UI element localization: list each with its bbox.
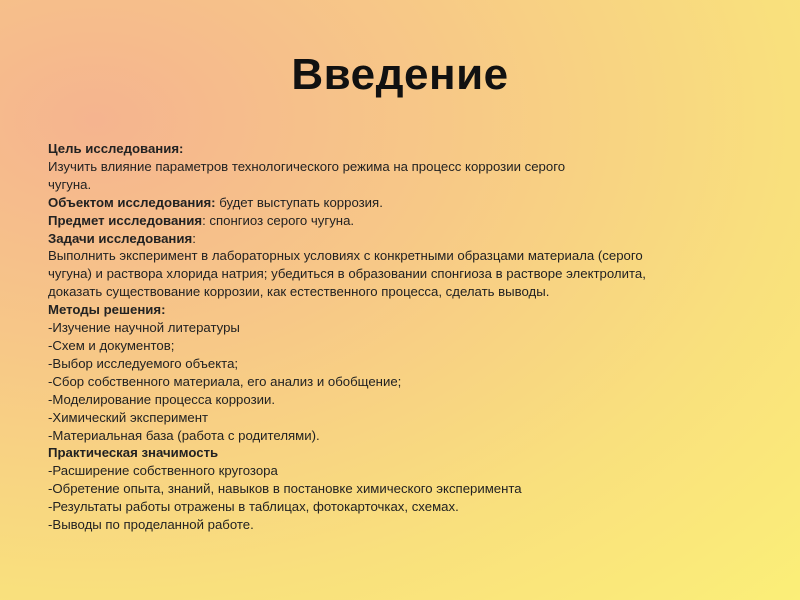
tasks-heading-label: Задачи исследования — [48, 230, 193, 246]
significance-heading: Практическая значимость — [48, 445, 219, 461]
object-label: Объектом исследования: — [48, 194, 216, 210]
goal-line-1: Изучить влияние параметров технологического режима на процесс коррозии серого — [48, 158, 566, 174]
subject-text: : спонгиоз серого чугуна. — [202, 212, 355, 228]
subject-line — [48, 212, 768, 230]
object-line — [48, 194, 768, 212]
object-text: будет выступать коррозия. — [215, 194, 383, 210]
methods-heading: Методы решения: — [48, 302, 166, 318]
goal-heading: Цель исследования: — [48, 141, 184, 156]
methods-item: -Материальная база (работа с родителями). — [48, 427, 320, 443]
tasks-line-1: Выполнить эксперимент в лабораторных условиях с конкретными образцами материала (серого — [48, 248, 643, 264]
significance-item: -Результаты работы отражены в таблицах, фотокарточках, схемах. — [48, 499, 459, 515]
methods-item: -Выбор исследуемого объекта; — [48, 355, 239, 371]
subject-label: Предмет исследования — [48, 212, 203, 228]
significance-item: -Обретение опыта, знаний, навыков в постановке химического эксперимента — [48, 481, 522, 497]
methods-item: -Моделирование процесса коррозии. — [48, 391, 276, 407]
slide-body — [48, 140, 768, 534]
methods-item: -Химический эксперимент — [48, 409, 209, 425]
tasks-heading — [48, 230, 768, 248]
methods-item: -Схем и документов; — [48, 337, 175, 353]
significance-item: -Выводы по проделанной работе. — [48, 517, 254, 533]
tasks-line-2: чугуна) и раствора хлорида натрия; убедиться в образовании спонгиоза в растворе электролита, — [48, 266, 646, 282]
slide-title: Введение — [291, 50, 509, 99]
methods-item: -Изучение научной литературы — [48, 320, 240, 336]
goal-line-2: чугуна. — [48, 176, 92, 192]
tasks-line-3: доказать существование коррозии, как естественного процесса, сделать выводы. — [48, 284, 550, 300]
significance-item: -Расширение собственного кругозора — [48, 463, 278, 479]
methods-item: -Сбор собственного материала, его анализ и обобщение; — [48, 373, 402, 389]
tasks-heading-colon: : — [192, 230, 196, 246]
